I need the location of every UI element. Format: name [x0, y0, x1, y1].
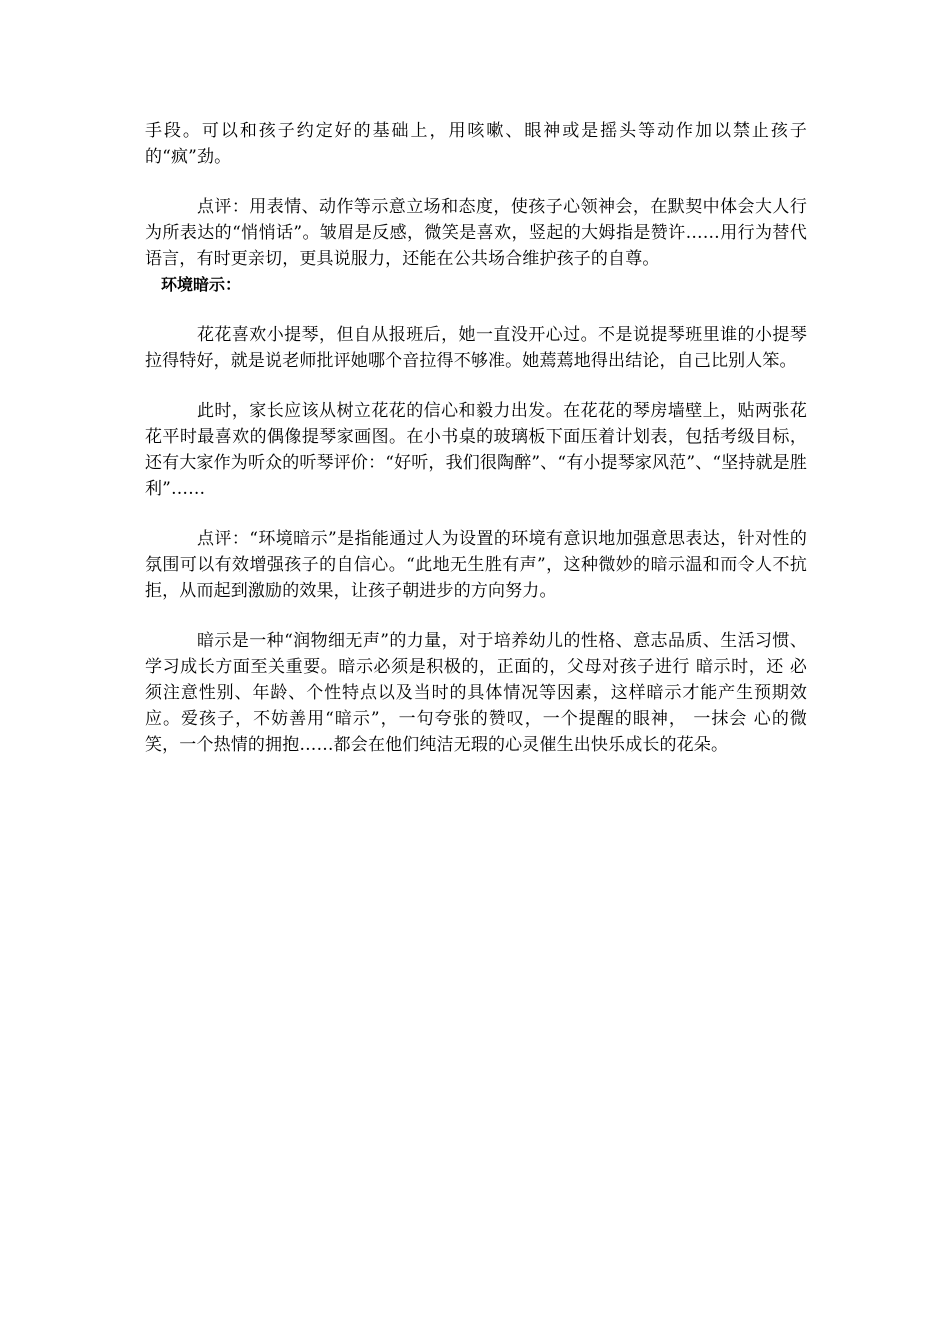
section-heading-environment-hint: 环境暗示： — [161, 275, 242, 294]
paragraph-huahua-story: 花花喜欢小提琴，但自从报班后，她一直没开心过。不是说提琴班里谁的小提琴拉得特好，就是说老师批评她哪个音拉得不够准。她蔫蔫地得出结论，自己比别人笨。 — [145, 325, 807, 371]
paragraph-gesture-comment: 点评：用表情、动作等示意立场和态度，使孩子心领神会，在默契中体会大人行为所表达的“悄悄话”。皱眉是反感，微笑是喜欢，竖起的大姆指是赞许……用行为替代语言，有时更亲切，更具说服力，还能在公共场合维护孩子的自尊。 — [145, 197, 807, 269]
document-page — [145, 118, 807, 782]
paragraph-environment-comment: 点评：“环境暗示”是指能通过人为设置的环境有意识地加强意思表达，针对性的氛围可以有效增强孩子的自信心。“此地无生胜有声”，这种微妙的暗示温和而令人不抗拒，从而起到激励的效果，让孩子朝进步的方向努力。 — [145, 529, 807, 601]
paragraph-conclusion: 暗示是一种“润物细无声”的力量，对于培养幼儿的性格、意志品质、生活习惯、学习成长方面至关重要。暗示必须是积极的，正面的，父母对孩子进行 暗示时，还 必须注意性别、年龄、个性特点以及当时的具体情况等因素，这样暗示才能产生预期效应。爱孩子，不妨善用“暗示”，一句夸张的赞叹，一个提醒的眼神， 一抹会 心的微笑，一个热情的拥抱……都会在他们纯洁无瑕的心灵催生出快乐成长的花朵。 — [145, 631, 807, 755]
paragraph-parent-action: 此时，家长应该从树立花花的信心和毅力出发。在花花的琴房墙壁上，贴两张花花平时最喜欢的偶像提琴家画图。在小书桌的玻璃板下面压着计划表，包括考级目标，还有大家作为听众的听琴评价：“好听，我们很陶醉”、“有小提琴家风范”、“坚持就是胜利”…… — [145, 401, 807, 499]
paragraph-gesture-method-end: 手段。可以和孩子约定好的基础上，用咳嗽、眼神或是摇头等动作加以禁止孩子的“疯”劲。 — [145, 121, 807, 167]
